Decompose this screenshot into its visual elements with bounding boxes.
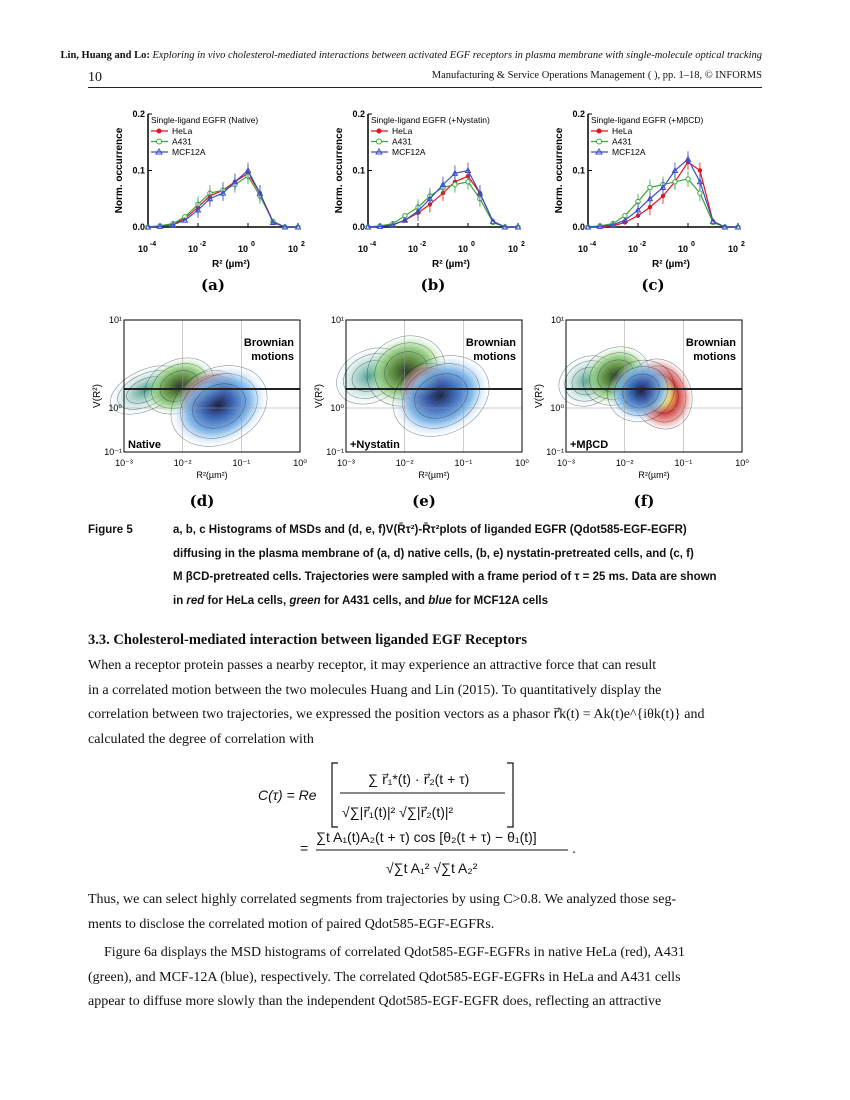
y-axis-label: V(R²) <box>534 384 545 408</box>
svg-text:=: = <box>300 840 309 856</box>
x-tick-label: 10⁻² <box>173 458 192 468</box>
histogram-panel <box>114 109 305 294</box>
eq-numerator-1: ∑ r⃗₁*(t) · r⃗₂(t + τ) <box>368 771 470 787</box>
caption-line: M βCD-pretreated cells. Trajectories were sampled with a frame period of τ = 25 ms. Data are shown <box>173 571 717 583</box>
x-tick-exponent: -4 <box>589 241 597 248</box>
x-tick-exponent: -2 <box>419 241 427 248</box>
svg-text:.: . <box>572 840 576 856</box>
caption-label: Figure 5 <box>88 524 133 536</box>
x-axis-label: R²(µm²) <box>196 470 228 480</box>
x-tick-label: 10 <box>457 244 469 254</box>
y-tick-label: 10¹ <box>330 315 344 325</box>
legend-marker <box>597 139 602 144</box>
brownian-label: motions <box>251 351 294 363</box>
x-tick-exponent: -2 <box>639 241 647 248</box>
x-tick-exponent: -2 <box>199 241 207 248</box>
y-tick-label: 10⁰ <box>550 403 564 413</box>
condition-label: Native <box>128 439 162 451</box>
legend-label: A431 <box>392 136 412 147</box>
panel-label: (b) <box>420 276 446 294</box>
y-axis-label: V(R²) <box>92 384 103 408</box>
x-tick-label: 10⁰ <box>735 458 749 468</box>
legend-label: A431 <box>172 136 192 147</box>
y-tick-label: 0.1 <box>352 165 365 176</box>
legend-title: Single-ligand EGFR (+Nystatin) <box>371 115 490 125</box>
panel-label: (c) <box>641 276 665 294</box>
y-tick-label: 0.0 <box>572 222 585 232</box>
x-tick-label: 10 <box>357 244 369 254</box>
legend-label: MCF12A <box>392 147 426 157</box>
data-point <box>453 182 457 186</box>
legend-marker <box>157 139 162 144</box>
legend-marker <box>377 129 382 134</box>
x-tick-exponent: 0 <box>471 241 475 248</box>
x-tick-exponent: 0 <box>691 241 695 248</box>
condition-label: +MβCD <box>570 439 609 451</box>
x-tick-label: 10 <box>187 244 199 254</box>
y-tick-label: 10⁰ <box>108 403 122 413</box>
x-tick-label: 10⁻³ <box>557 458 575 468</box>
brownian-label: Brownian <box>243 337 294 349</box>
x-tick-label: 10⁻² <box>395 458 414 468</box>
y-tick-label: 0.2 <box>132 109 145 119</box>
x-tick-label: 10⁰ <box>515 458 529 468</box>
x-axis-label: R² (µm²) <box>212 259 250 270</box>
x-tick-exponent: -4 <box>149 241 157 248</box>
legend-title: Single-ligand EGFR (Native) <box>151 115 259 125</box>
eq-denominator-1: √∑|r⃗₁(t)|² √∑|r⃗₂(t)|² <box>342 804 454 820</box>
y-axis-label: Norm. occurrence <box>334 127 345 214</box>
y-tick-label: 0.2 <box>352 109 365 119</box>
paragraph-3: Figure 6a displays the MSD histograms of correlated Qdot585-EGF-EGFRs in native HeLa (red), A431 (green), and MCF-12A (blue), respectively. The correlated Qdot585-EGF-EGFRs in HeLa and A431 cells appear to diffuse more slowly than the independent Qdot585-EGF-EGFR does, reflecting an attractive <box>88 945 685 1009</box>
paragraph-2: Thus, we can select highly correlated segments from trajectories by using C>0.8. We analyzed those seg- ments to disclose the correlated motion of paired Qdot585-EGF-EGFRs. <box>88 892 677 932</box>
y-tick-label: 10⁻¹ <box>546 447 564 457</box>
x-tick-label: 10 <box>677 244 689 254</box>
y-tick-label: 10¹ <box>108 315 122 325</box>
data-point <box>698 191 702 195</box>
legend-marker <box>377 139 382 144</box>
legend-marker <box>157 129 162 134</box>
data-point <box>698 168 702 172</box>
page-number: 10 <box>88 70 102 85</box>
brownian-label: motions <box>473 351 516 363</box>
brownian-label: Brownian <box>465 337 516 349</box>
data-point <box>466 180 470 184</box>
header-authors: Lin, Huang and Lo: <box>60 50 150 61</box>
legend-marker <box>597 129 602 134</box>
panel-label: (d) <box>189 492 215 510</box>
legend-label: HeLa <box>392 126 413 136</box>
brownian-label: Brownian <box>685 337 736 349</box>
y-tick-label: 0.0 <box>132 222 145 232</box>
legend-label: MCF12A <box>172 147 206 157</box>
y-tick-label: 10⁻¹ <box>326 447 344 457</box>
y-tick-label: 10⁰ <box>330 403 344 413</box>
x-tick-exponent: 2 <box>301 241 305 248</box>
data-point <box>686 177 690 181</box>
condition-label: +Nystatin <box>350 439 400 451</box>
y-tick-label: 0.1 <box>132 165 145 176</box>
legend-label: HeLa <box>172 126 193 136</box>
x-axis-label: R²(µm²) <box>418 470 450 480</box>
legend-label: HeLa <box>612 126 633 136</box>
y-tick-label: 0.0 <box>352 222 365 232</box>
data-point <box>673 180 677 184</box>
x-tick-label: 10 <box>727 244 739 254</box>
x-tick-label: 10 <box>577 244 589 254</box>
x-tick-label: 10 <box>627 244 639 254</box>
paragraph-1: When a receptor protein passes a nearby receptor, it may experience an attractive force that can result in a correlated motion between the two molecules Huang and Lin (2015). To quantitatively display the correlation between two trajectories, we expressed the position vectors as a phasor r⃗k(t) = Ak(t)e^{iθk(t)} and calculated the degree of correlation with <box>88 658 705 747</box>
legend-label: A431 <box>612 136 632 147</box>
y-axis-label: Norm. occurrence <box>114 127 125 214</box>
y-axis-label: Norm. occurrence <box>554 127 565 214</box>
contour-panel <box>314 315 529 510</box>
y-axis-label: V(R²) <box>314 384 325 408</box>
contour-panel <box>92 315 307 510</box>
x-tick-label: 10⁻³ <box>337 458 355 468</box>
x-tick-label: 10 <box>507 244 519 254</box>
data-point <box>648 185 652 189</box>
x-tick-label: 10⁻² <box>615 458 634 468</box>
x-tick-label: 10⁰ <box>293 458 307 468</box>
caption-line: in red for HeLa cells, green for A431 cells, and blue for MCF12A cells <box>173 594 548 607</box>
x-tick-label: 10 <box>237 244 249 254</box>
contour-panel <box>534 315 749 510</box>
histogram-panel <box>554 109 745 294</box>
panel-label: (a) <box>201 276 225 294</box>
legend-label: MCF12A <box>612 147 646 157</box>
header-title: Exploring in vivo cholesterol-mediated interactions between activated EGF receptors in plasma membrane with single-molecule optical tracking <box>152 50 762 61</box>
eq-lhs: C(τ) = Re <box>258 787 317 803</box>
x-tick-label: 10 <box>407 244 419 254</box>
x-tick-exponent: -4 <box>369 241 377 248</box>
journal-name: Manufacturing & Service Operations Management ( ), pp. 1–18, © INFORMS <box>431 70 762 81</box>
section-title: 3.3. Cholesterol-mediated interaction between liganded EGF Receptors <box>88 632 527 648</box>
x-tick-exponent: 2 <box>521 241 525 248</box>
correlation-equation <box>0 755 850 885</box>
y-tick-label: 0.2 <box>572 109 585 119</box>
brownian-label: motions <box>693 351 736 363</box>
x-axis-label: R²(µm²) <box>638 470 670 480</box>
eq-denominator-2: √∑t A₁² √∑t A₂² <box>386 860 478 876</box>
caption-line: diffusing in the plasma membrane of (a, d) native cells, (b, e) nystatin-pretreated cells, and (c, f) <box>173 547 694 560</box>
x-tick-label: 10⁻³ <box>115 458 133 468</box>
eq-numerator-2: ∑t A₁(t)A₂(t + τ) cos [θ₂(t + τ) − θ₁(t)] <box>316 829 537 845</box>
x-axis-label: R² (µm²) <box>432 259 470 270</box>
panel-label: (e) <box>412 492 436 510</box>
x-tick-label: 10⁻¹ <box>454 458 473 468</box>
panel-label: (f) <box>633 492 655 510</box>
histogram-panel <box>334 109 525 294</box>
x-tick-exponent: 0 <box>251 241 255 248</box>
caption-line: a, b, c Histograms of MSDs and (d, e, f)V(R̄τ²)-R̄τ²plots of liganded EGFR (Qdot585-EGF-EGFR) <box>173 524 687 536</box>
x-tick-label: 10 <box>287 244 299 254</box>
y-tick-label: 10¹ <box>550 315 564 325</box>
x-axis-label: R² (µm²) <box>652 259 690 270</box>
x-tick-label: 10⁻¹ <box>674 458 693 468</box>
x-tick-exponent: 2 <box>741 241 745 248</box>
y-tick-label: 0.1 <box>572 165 585 176</box>
x-tick-label: 10⁻¹ <box>232 458 251 468</box>
y-tick-label: 10⁻¹ <box>104 447 122 457</box>
legend-title: Single-ligand EGFR (+MβCD) <box>591 115 704 125</box>
figure-5 <box>0 0 850 512</box>
x-tick-label: 10 <box>137 244 149 254</box>
